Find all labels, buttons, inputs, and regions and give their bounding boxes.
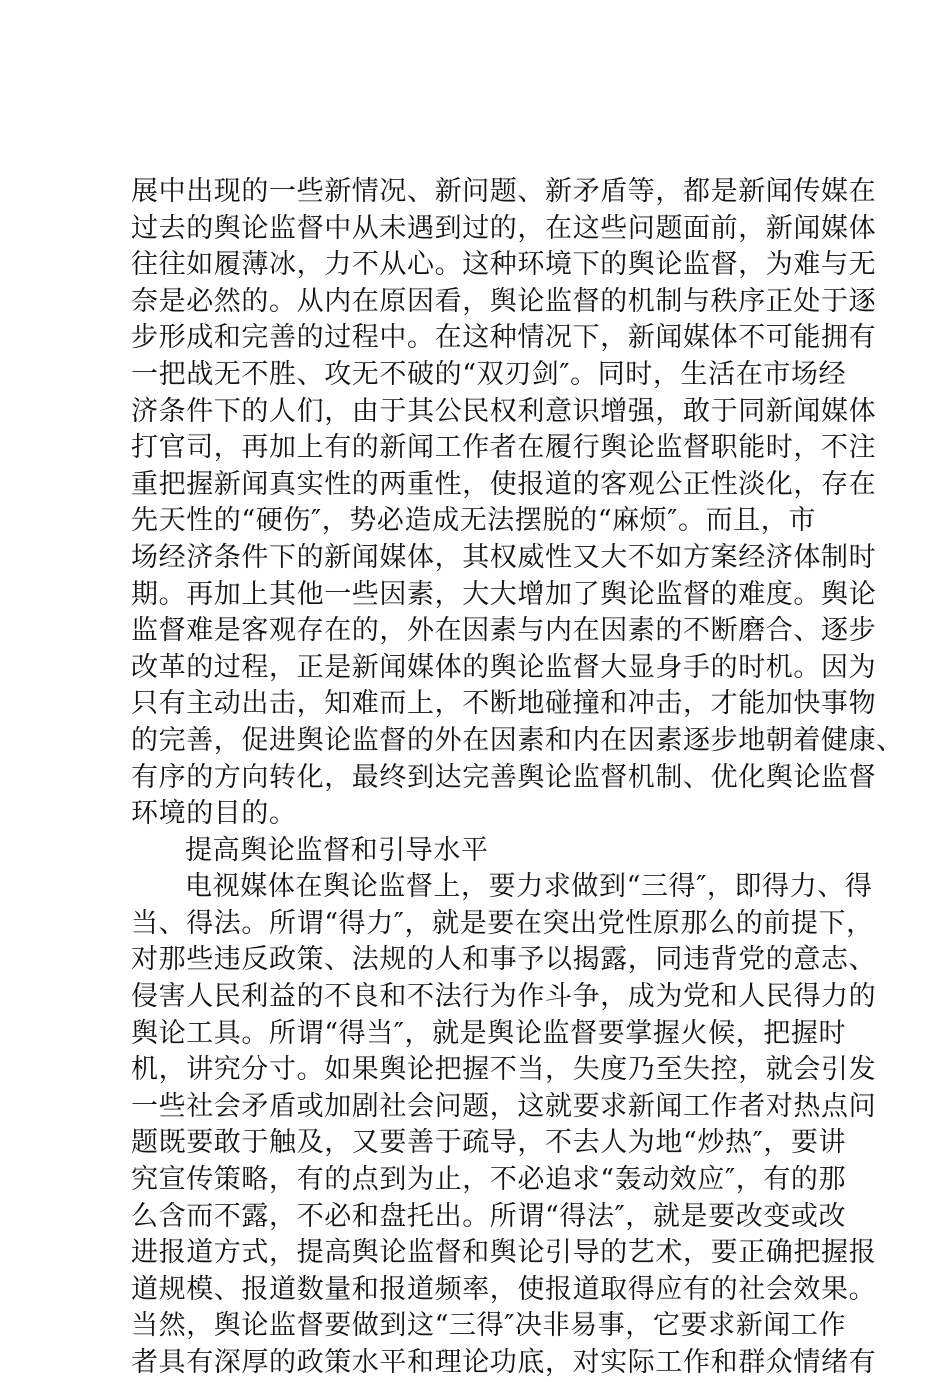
text-line: 一些社会矛盾或加剧社会问题，这就要求新闻工作者对热点问	[131, 1090, 877, 1122]
text-line: 只有主动出击，知难而上，不断地碰撞和冲击，才能加快事物	[131, 688, 877, 720]
text-line: 道规模、报道数量和报道频率，使报道取得应有的社会效果。	[131, 1273, 877, 1305]
text-line: 环境的目的。	[131, 798, 297, 830]
text-line: 舆论工具。所谓“得当″，就是舆论监督要掌握火候，把握时	[131, 1017, 847, 1049]
text-line: 当、得法。所谓“得力″，就是要在突出党性原那么的前提下，	[131, 907, 874, 939]
text-line: 机，讲究分寸。如果舆论把握不当，失度乃至失控，就会引发	[131, 1054, 877, 1086]
text-line: 侵害人民利益的不良和不法行为作斗争，成为党和人民得力的	[131, 981, 877, 1013]
text-line: 改革的过程，正是新闻媒体的舆论监督大显身手的时机。因为	[131, 651, 877, 683]
text-line: 过去的舆论监督中从未遇到过的，在这些问题面前，新闻媒体	[131, 212, 877, 244]
text-line: 场经济条件下的新闻媒体，其权威性又大不如方案经济体制时	[131, 541, 877, 573]
text-line: 的完善，促进舆论监督的外在因素和内在因素逐步地朝着健康、	[131, 724, 904, 756]
text-line: 么含而不露，不必和盘托出。所谓“得法″，就是要改变或改	[131, 1200, 847, 1232]
text-line: 监督难是客观存在的，外在因素与内在因素的不断磨合、逐步	[131, 615, 877, 647]
text-line: 往往如履薄冰，力不从心。这种环境下的舆论监督，为难与无	[131, 249, 877, 281]
section-heading: 提高舆论监督和引导水平	[185, 834, 489, 866]
text-line: 先天性的“硬伤″，势必造成无法摆脱的“麻烦″。而且，市	[131, 505, 816, 537]
text-line: 题既要敢于触及，又要善于疏导，不去人为地“炒热″，要讲	[131, 1127, 847, 1159]
paragraph-first-line: 电视媒体在舆论监督上，要力求做到“三得″，即得力、得	[185, 871, 873, 903]
text-line: 对那些违反政策、法规的人和事予以揭露，同违背党的意志、	[131, 944, 877, 976]
text-line: 步形成和完善的过程中。在这种情况下，新闻媒体不可能拥有	[131, 322, 877, 354]
text-line: 奈是必然的。从内在原因看，舆论监督的机制与秩序正处于逐	[131, 285, 877, 317]
text-line: 者具有深厚的政策水平和理论功底，对实际工作和群众情绪有	[131, 1347, 877, 1378]
body-text	[131, 174, 904, 1382]
text-line: 进报道方式，提高舆论监督和舆论引导的艺术，要正确把握报	[131, 1237, 877, 1269]
text-line: 当然，舆论监督要做到这“三得″决非易事，它要求新闻工作	[131, 1310, 847, 1342]
text-line: 有序的方向转化，最终到达完善舆论监督机制、优化舆论监督	[131, 761, 877, 793]
text-line: 一把战无不胜、攻无不破的“双刃剑″。同时，生活在市场经	[131, 358, 847, 390]
text-line: 济条件下的人们，由于其公民权利意识增强，敢于同新闻媒体	[131, 395, 877, 427]
text-line: 展中出现的一些新情况、新问题、新矛盾等，都是新闻传媒在	[131, 176, 877, 207]
text-line: 究宣传策略，有的点到为止，不必追求“轰动效应″，有的那	[131, 1164, 847, 1196]
text-line: 期。再加上其他一些因素，大大增加了舆论监督的难度。舆论	[131, 578, 877, 610]
text-line: 重把握新闻真实性的两重性，使报道的客观公正性淡化，存在	[131, 468, 877, 500]
text-line: 打官司，再加上有的新闻工作者在履行舆论监督职能时，不注	[131, 432, 877, 464]
